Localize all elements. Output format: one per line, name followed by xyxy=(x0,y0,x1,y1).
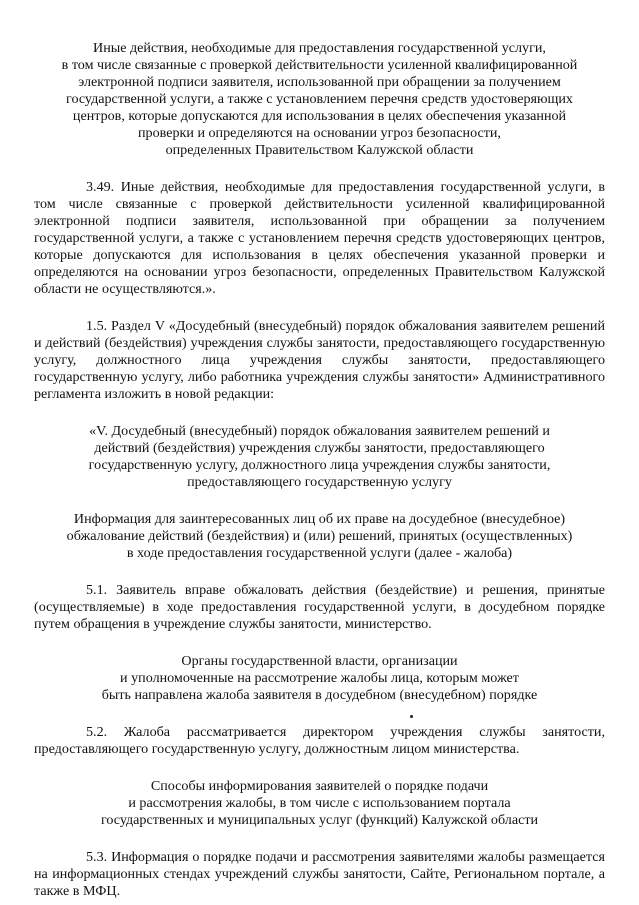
heading-line: государственной услуги, а также с установлением перечня средств удостоверяющих xyxy=(66,91,573,107)
heading-line: быть направлена жалоба заявителя в досудебном (внесудебном) порядке xyxy=(101,687,538,703)
paragraph-3-49: 3.49. Иные действия, необходимые для предоставления государственной услуги, в том числе связанные с проверкой действительности усиленной квалифицированной электронной подписи заявителя, использованной при обращении за получением государственной услуги, а также с установлением перечня средств удостоверяющих центров, которые допускаются для использования в целях обеспечения указанной проверки и определяются на основании угроз безопасности, определенных Правительством Калужской области не осуществляются.». xyxy=(34,179,605,297)
heading-line: Способы информирования заявителей о порядке подачи xyxy=(150,778,489,794)
section-heading-organs xyxy=(34,653,605,704)
heading-line: Органы государственной власти, организации xyxy=(181,653,458,669)
heading-line: и рассмотрения жалобы, в том числе с использованием портала xyxy=(128,795,511,811)
heading-line: определенных Правительством Калужской области xyxy=(165,142,474,158)
heading-line: центров, которые допускаются для использования в целях обеспечения указанной xyxy=(72,108,567,124)
paragraph-1-5: 1.5. Раздел V «Досудебный (внесудебный) порядок обжалования заявителем решений и действий (бездействия) учреждения службы занятости, предоставляющего государственную услугу, должностного лица учреждения службы занятости, предоставляющего государственную услугу, либо работника учреждения службы занятости» Административного регламента изложить в новой редакции: xyxy=(34,318,605,402)
heading-line: электронной подписи заявителя, использованной при обращении за получением xyxy=(78,74,561,90)
heading-line: предоставляющего государственную услугу xyxy=(187,474,452,490)
heading-line: и уполномоченные на рассмотрение жалобы лица, которым может xyxy=(120,670,519,686)
heading-line: в ходе предоставления государственной услуги (далее - жалоба) xyxy=(126,545,513,561)
scan-speck xyxy=(410,715,413,718)
paragraph-5-3: 5.3. Информация о порядке подачи и рассмотрения заявителями жалобы размещается на информационных стендах учреждений службы занятости, Сайте, Региональном портале, а также в МФЦ. xyxy=(34,849,605,899)
heading-line: обжалование действий (бездействия) и (или) решений, принятых (осуществленных) xyxy=(66,528,573,544)
section-heading-other-actions xyxy=(34,40,605,159)
heading-line: Информация для заинтересованных лиц об их праве на досудебное (внесудебное) xyxy=(73,511,566,527)
heading-line: проверки и определяются на основании угроз безопасности, xyxy=(138,125,501,141)
section-heading-info xyxy=(34,511,605,562)
heading-line: государственную услугу, должностного лица учреждения службы занятости, xyxy=(88,457,551,473)
heading-line: Иные действия, необходимые для предоставления государственной услуги, xyxy=(93,40,546,56)
heading-line: государственных и муниципальных услуг (функций) Калужской области xyxy=(100,812,539,828)
section-heading-methods xyxy=(34,778,605,829)
heading-line: в том числе связанные с проверкой действительности усиленной квалифицированной xyxy=(61,57,578,73)
heading-line: действий (бездействия) учреждения службы занятости, предоставляющего xyxy=(94,440,545,456)
heading-line: «V. Досудебный (внесудебный) порядок обжалования заявителем решений и xyxy=(89,423,550,439)
section-heading-v xyxy=(34,423,605,491)
paragraph-5-1: 5.1. Заявитель вправе обжаловать действия (бездействие) и решения, принятые (осуществляемые) в ходе предоставления государственной услуги, в досудебном порядке путем обращения в учреждение службы занятости, министерство. xyxy=(34,582,605,632)
paragraph-5-2: 5.2. Жалоба рассматривается директором учреждения службы занятости, предоставляющего государственную услугу, должностным лицом министерства. xyxy=(34,724,605,757)
